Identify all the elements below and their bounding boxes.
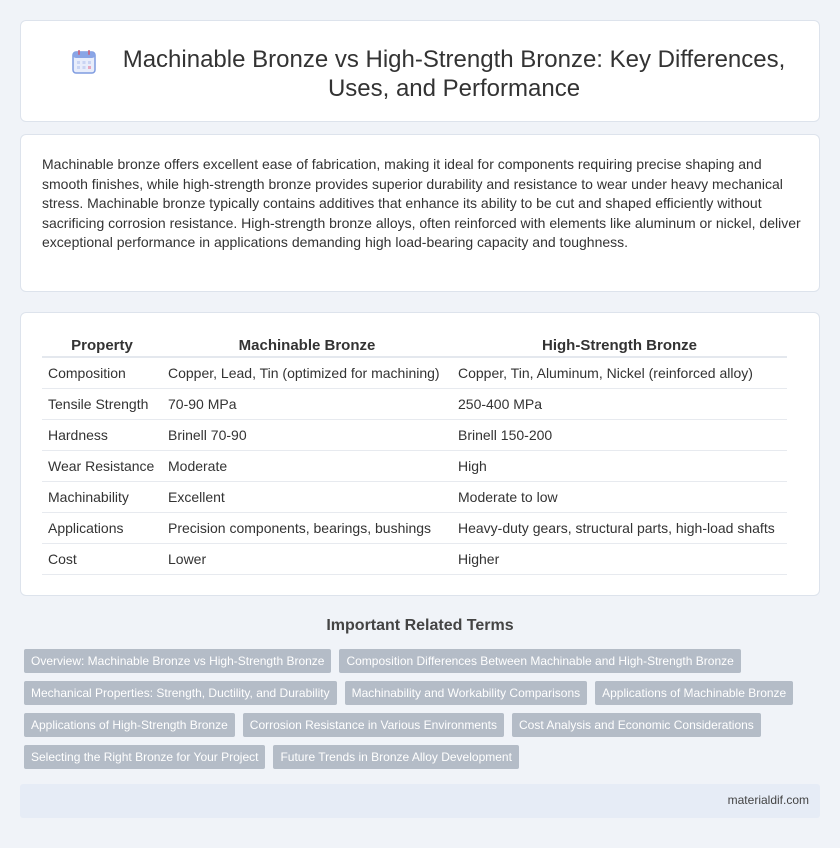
- high-strength-value: Heavy-duty gears, structural parts, high-load shafts: [452, 512, 787, 543]
- related-term-link[interactable]: Applications of High-Strength Bronze: [24, 713, 235, 737]
- intro-card: [20, 134, 820, 292]
- related-term-link[interactable]: Mechanical Properties: Strength, Ductility, and Durability: [24, 681, 337, 705]
- machinable-value: Excellent: [162, 481, 452, 512]
- row-label: Applications: [42, 512, 162, 543]
- related-term-link[interactable]: Applications of Machinable Bronze: [595, 681, 793, 705]
- table-row: [42, 543, 787, 574]
- related-term-link[interactable]: Selecting the Right Bronze for Your Project: [24, 745, 265, 769]
- page-title: Machinable Bronze vs High-Strength Bronze: Key Differences, Uses, and Performance: [122, 46, 786, 102]
- calendar-icon: [71, 49, 97, 75]
- row-label: Machinability: [42, 481, 162, 512]
- machinable-value: Copper, Lead, Tin (optimized for machining): [162, 357, 452, 388]
- related-term-link[interactable]: Overview: Machinable Bronze vs High-Strength Bronze: [24, 649, 331, 673]
- related-term-link[interactable]: Future Trends in Bronze Alloy Development: [273, 745, 518, 769]
- machinable-value: Moderate: [162, 450, 452, 481]
- comparison-card: [20, 312, 820, 596]
- high-strength-value: Higher: [452, 543, 787, 574]
- footer: [20, 784, 820, 818]
- header-high-strength-bronze: High-Strength Bronze: [452, 331, 787, 357]
- title-card: [20, 20, 820, 122]
- row-label: Composition: [42, 357, 162, 388]
- intro-paragraph: Machinable bronze offers excellent ease of fabrication, making it ideal for components requiring precise shaping and smooth finishes, while high-strength bronze provides superior durability and resistance to wear under heavy mechanical stress. Machinable bronze typically contains additives that enhance its ability to be cut and shaped efficiently without sacrificing corrosion resistance. High-strength bronze alloys, often reinforced with elements like aluminum or nickel, deliver exceptional performance in applications demanding high load-bearing capacity and toughness.: [42, 156, 801, 250]
- high-strength-value: Copper, Tin, Aluminum, Nickel (reinforced alloy): [452, 357, 787, 388]
- related-terms-list: [24, 649, 824, 777]
- tag-row: [24, 745, 824, 769]
- related-term-link[interactable]: Cost Analysis and Economic Considerations: [512, 713, 761, 737]
- table-row: [42, 512, 787, 543]
- high-strength-value: High: [452, 450, 787, 481]
- tag-row: [24, 681, 824, 705]
- machinable-value: Precision components, bearings, bushings: [162, 512, 452, 543]
- row-label: Hardness: [42, 419, 162, 450]
- high-strength-value: Brinell 150-200: [452, 419, 787, 450]
- table-row: [42, 450, 787, 481]
- footer-site-link[interactable]: materialdif.com: [727, 793, 809, 807]
- machinable-value: Brinell 70-90: [162, 419, 452, 450]
- row-label: Wear Resistance: [42, 450, 162, 481]
- title-wrap: [71, 45, 789, 103]
- tag-row: [24, 713, 824, 737]
- table-row: [42, 481, 787, 512]
- row-label: Tensile Strength: [42, 388, 162, 419]
- header-machinable-bronze: Machinable Bronze: [162, 331, 452, 357]
- row-label: Cost: [42, 543, 162, 574]
- related-term-link[interactable]: Machinability and Workability Comparisons: [345, 681, 588, 705]
- machinable-value: Lower: [162, 543, 452, 574]
- related-terms-heading: Important Related Terms: [326, 617, 514, 634]
- header-property: Property: [42, 331, 162, 357]
- comparison-table: [42, 331, 787, 575]
- related-term-link[interactable]: Composition Differences Between Machinable and High-Strength Bronze: [339, 649, 740, 673]
- table-header-row: [42, 331, 787, 357]
- high-strength-value: Moderate to low: [452, 481, 787, 512]
- table-row: [42, 357, 787, 388]
- machinable-value: 70-90 MPa: [162, 388, 452, 419]
- related-term-link[interactable]: Corrosion Resistance in Various Environments: [243, 713, 504, 737]
- high-strength-value: 250-400 MPa: [452, 388, 787, 419]
- table-row: [42, 419, 787, 450]
- table-row: [42, 388, 787, 419]
- tag-row: [24, 649, 824, 673]
